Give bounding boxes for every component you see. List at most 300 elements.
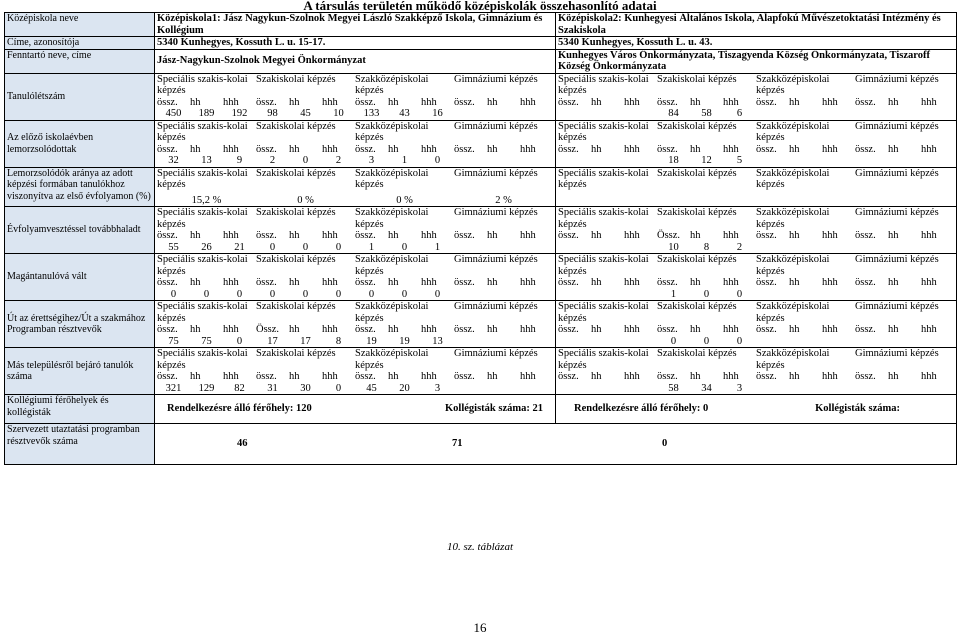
sub-header: hhh: [723, 143, 739, 155]
type-header: Speciális szakis-kolai képzés: [157, 207, 248, 230]
sub-header: hhh: [624, 96, 640, 108]
sub-header: hhh: [822, 96, 838, 108]
type-headers: [558, 121, 954, 144]
sub-header: hh: [289, 277, 300, 288]
value-cell: [487, 155, 520, 167]
type-header: Gimnáziumi képzés: [454, 207, 538, 218]
value-cell: 0: [434, 155, 441, 166]
value-cell: 1: [401, 155, 408, 166]
sub-header: össz.: [756, 324, 777, 335]
sub-header: hhh: [223, 230, 239, 241]
value-cell: 26: [201, 241, 212, 253]
value-cell: [624, 289, 657, 301]
school1-commuters-cell: [155, 348, 556, 395]
value-cell: [921, 383, 954, 395]
values: [558, 242, 954, 254]
sub-header: össz.: [756, 143, 777, 155]
sub-header: hhh: [223, 371, 239, 382]
type-headers: [157, 348, 553, 371]
sub-header: hhh: [624, 371, 640, 382]
value-cell: [822, 289, 855, 301]
sub-header: össz.: [256, 277, 277, 288]
value-cell: [789, 383, 822, 395]
value-cell: 0: [434, 288, 441, 300]
sub-headers: [558, 97, 954, 109]
sub-header: össz.: [558, 230, 579, 241]
sub-header: Össz.: [657, 230, 681, 241]
type-header: Szakközépiskolai képzés: [756, 254, 830, 277]
sub-header: össz.: [355, 324, 376, 335]
type-header: Speciális szakis-kolai képzés: [157, 301, 248, 324]
sub-header: hhh: [421, 277, 437, 288]
type-header: Speciális szakis-kolai képzés: [157, 348, 248, 371]
sub-header: össz.: [855, 143, 876, 155]
sub-header: hhh: [421, 324, 437, 335]
value-cell: 13: [201, 155, 212, 166]
value-cell: [487, 336, 520, 348]
sub-header: össz.: [256, 143, 277, 155]
sub-headers: [157, 371, 553, 383]
sub-header: hhh: [624, 143, 640, 155]
sub-header: össz.: [558, 143, 579, 155]
value-cell: 12: [701, 155, 712, 166]
school2-repeaters-cell: [556, 207, 957, 254]
sub-header: hhh: [223, 143, 239, 155]
type-header: Gimnáziumi képzés: [855, 348, 939, 359]
value-cell: [921, 242, 954, 254]
value-cell: 18: [668, 155, 679, 166]
type-header: Szakiskolai képzés: [657, 348, 737, 359]
type-header: Szakiskolai képzés: [657, 301, 737, 312]
sub-header: össz.: [157, 230, 178, 241]
value-cell: [520, 383, 553, 395]
value-cell: 0: [736, 288, 743, 300]
value-cell: 0: [302, 288, 309, 300]
type-header: Szakiskolai képzés: [256, 254, 336, 265]
values: [157, 108, 553, 120]
sub-header: hhh: [322, 277, 338, 288]
school2-name: Középiskola2: Kunhegyesi Általános Iskola, Alapfokú Művészetoktatási Intézmény és Szakiskola: [556, 13, 957, 37]
value-cell: [822, 108, 855, 120]
sub-header: hh: [388, 277, 399, 288]
value-cell: [624, 336, 657, 348]
value-cell: 10: [668, 241, 679, 253]
type-header: Szakiskolai képzés: [657, 254, 737, 265]
type-header: Gimnáziumi képzés: [855, 120, 939, 132]
values: [558, 155, 954, 167]
type-header: Szakiskolai képzés: [256, 73, 336, 85]
value-cell: [487, 242, 520, 254]
school2-dorm-count: Kollégisták száma:: [815, 403, 900, 415]
values: [157, 383, 553, 395]
school1-owner: Jász-Nagykun-Szolnok Megyei Önkormányzat: [155, 49, 556, 73]
type-header: Gimnáziumi képzés: [454, 301, 538, 312]
school1-dropouts-cell: [155, 120, 556, 167]
type-header: Gimnáziumi képzés: [855, 254, 939, 265]
value-cell: 82: [234, 382, 245, 394]
value-cell: 0: [203, 288, 210, 300]
value-cell: [888, 155, 921, 167]
value-cell: [520, 336, 553, 348]
sub-header: hh: [190, 230, 201, 241]
sub-header: hh: [190, 143, 201, 155]
sub-header: hh: [289, 96, 300, 108]
type-header: Gimnáziumi képzés: [454, 120, 538, 132]
value-cell: [520, 108, 553, 120]
sub-header: össz.: [657, 371, 678, 382]
label-owner: Fenntartó neve, címe: [5, 49, 155, 73]
value-cell: [454, 242, 487, 254]
sub-header: hh: [888, 277, 899, 288]
type-header: Speciális szakis-kolai képzés: [558, 207, 649, 230]
sub-header: össz.: [756, 277, 777, 288]
value-cell: 31: [267, 382, 278, 394]
sub-header: hh: [591, 371, 602, 382]
sub-header: hh: [388, 96, 399, 108]
value-cell: [591, 336, 624, 348]
value-cell: 1: [368, 241, 375, 253]
page-title: A társulás területén működő középiskolák összehasonlító adatai: [303, 0, 657, 13]
sub-header: össz.: [756, 96, 777, 108]
value-cell: [789, 242, 822, 254]
school1-path-cell: [155, 301, 556, 348]
sub-header: hh: [888, 230, 899, 241]
value-cell: [789, 155, 822, 167]
sub-header: hhh: [921, 277, 937, 288]
type-header: Speciális szakis-kolai képzés: [157, 73, 248, 96]
sub-header: össz.: [454, 371, 475, 382]
sub-header: hhh: [421, 371, 437, 382]
value-cell: [624, 155, 657, 167]
value-cell: [756, 336, 789, 348]
values: [157, 242, 553, 254]
value-cell: 32: [168, 155, 179, 166]
type-header: Speciális szakis-kolai képzés: [558, 348, 649, 371]
value-cell: 2: [335, 155, 342, 166]
sub-header: hhh: [921, 371, 937, 382]
value-cell: [487, 383, 520, 395]
type-headers: [157, 207, 553, 230]
value-cell: 45: [300, 108, 311, 119]
type-header: Speciális szakis-kolai képzés: [558, 254, 649, 277]
label-transport: Szervezett utaztatási programban résztvevők száma: [5, 424, 155, 465]
sub-header: hh: [591, 230, 602, 241]
value-cell: 17: [300, 335, 311, 347]
sub-header: össz.: [454, 277, 475, 288]
value-cell: 5: [736, 155, 743, 166]
label-repeaters: Évfolyamvesztéssel továbbhaladt: [5, 207, 155, 254]
sub-header: hhh: [624, 230, 640, 241]
value-cell: 43: [399, 108, 410, 119]
values: [558, 336, 954, 348]
school1-rate-cell: [155, 167, 556, 207]
sub-header: hh: [190, 96, 201, 108]
sub-headers: [558, 144, 954, 156]
type-header: Speciális szakis-kolai képzés: [157, 167, 248, 190]
value-cell: [624, 383, 657, 395]
type-header: Gimnáziumi képzés: [855, 167, 939, 179]
value-cell: [789, 289, 822, 301]
value-cell: [454, 108, 487, 120]
sub-header: hh: [388, 143, 399, 155]
schools-table: [4, 12, 957, 465]
type-header: Szakközépiskolai képzés: [355, 254, 429, 277]
sub-header: hhh: [822, 371, 838, 382]
value-cell: 13: [432, 335, 443, 347]
sub-header: hhh: [921, 143, 937, 155]
sub-header: össz.: [855, 96, 876, 108]
value-cell: 0: [670, 335, 677, 347]
sub-header: össz.: [855, 230, 876, 241]
sub-header: össz.: [657, 143, 678, 155]
sub-header: hh: [388, 324, 399, 335]
sub-header: hhh: [723, 96, 739, 108]
value-cell: [789, 108, 822, 120]
value-cell: 0: [236, 288, 243, 300]
type-header: Speciális szakis-kolai képzés: [558, 301, 649, 324]
sub-header: hh: [690, 324, 701, 335]
sub-header: hh: [690, 143, 701, 155]
school1-dorm-cell: [155, 395, 556, 424]
type-header: Szakiskolai képzés: [657, 120, 737, 132]
value-cell: 98: [267, 108, 278, 119]
type-header: Speciális szakis-kolai képzés: [558, 167, 649, 190]
sub-header: hh: [789, 371, 800, 382]
type-header: Szakiskolai képzés: [256, 120, 336, 132]
value-cell: 58: [668, 382, 679, 394]
type-header: Szakközépiskolai képzés: [355, 167, 429, 190]
value-cell: 75: [201, 335, 212, 347]
value-cell: 0: [302, 155, 309, 166]
sub-header: össz.: [157, 96, 178, 108]
value-cell: 55: [168, 241, 179, 253]
rate-cell: 0 %: [297, 194, 314, 206]
value-cell: 20: [399, 382, 410, 394]
sub-header: hh: [789, 277, 800, 288]
value-cell: 8: [335, 335, 342, 347]
sub-headers: [157, 324, 553, 336]
sub-header: hhh: [322, 143, 338, 155]
type-header: Szakiskolai képzés: [256, 167, 336, 179]
value-cell: 16: [432, 108, 443, 119]
sub-header: Össz.: [256, 324, 280, 335]
sub-header: hh: [289, 371, 300, 382]
value-cell: [624, 108, 657, 120]
value-cell: [789, 336, 822, 348]
sub-headers: [157, 97, 553, 109]
label-address: Címe, azonosítója: [5, 37, 155, 50]
type-headers: [157, 254, 553, 277]
sub-header: hh: [487, 96, 498, 108]
sub-header: hhh: [322, 96, 338, 108]
table-caption: 10. sz. táblázat: [446, 541, 513, 553]
value-cell: 3: [368, 155, 375, 166]
sub-header: össz.: [454, 143, 475, 155]
rate-cell: 15,2 %: [191, 194, 222, 206]
sub-header: hh: [789, 143, 800, 155]
sub-header: hh: [487, 230, 498, 241]
sub-header: hhh: [921, 324, 937, 335]
sub-header: hh: [888, 143, 899, 155]
sub-header: hh: [487, 324, 498, 335]
type-headers: [558, 254, 954, 277]
value-cell: [520, 289, 553, 301]
sub-header: hh: [789, 96, 800, 108]
sub-header: össz.: [256, 371, 277, 382]
label-dropouts: Az előző iskolaévben lemorzsolódottak: [5, 120, 155, 167]
value-cell: 75: [168, 335, 179, 347]
type-header: Speciális szakis-kolai képzés: [157, 254, 248, 277]
value-cell: 3: [736, 382, 743, 394]
sub-header: hh: [690, 96, 701, 108]
type-header: Szakközépiskolai képzés: [355, 207, 429, 230]
sub-headers: [558, 277, 954, 289]
sub-header: hhh: [520, 371, 536, 382]
type-header: Szakközépiskolai képzés: [756, 301, 830, 324]
value-cell: [756, 155, 789, 167]
sub-header: hh: [888, 371, 899, 382]
sub-header: hhh: [421, 143, 437, 155]
transport-value-2: 71: [452, 438, 463, 450]
value-cell: [855, 242, 888, 254]
value-cell: [888, 108, 921, 120]
value-cell: [822, 383, 855, 395]
sub-header: hhh: [921, 96, 937, 108]
value-cell: [558, 336, 591, 348]
sub-header: hhh: [624, 324, 640, 335]
type-header: Szakiskolai képzés: [256, 207, 336, 218]
value-cell: 21: [234, 241, 245, 253]
value-cell: 0: [335, 382, 342, 394]
value-cell: 0: [736, 335, 743, 347]
value-cell: [921, 108, 954, 120]
school2-dorm-places: Rendelkezésre álló férőhely: 0: [574, 403, 709, 415]
value-cell: [591, 383, 624, 395]
sub-header: hh: [591, 324, 602, 335]
sub-header: hhh: [723, 277, 739, 288]
sub-header: hhh: [520, 277, 536, 288]
value-cell: 321: [165, 382, 182, 394]
sub-header: hh: [487, 143, 498, 155]
type-header: Gimnáziumi képzés: [855, 301, 939, 312]
sub-header: hhh: [822, 143, 838, 155]
page-number: 16: [473, 620, 487, 635]
type-headers: [558, 168, 954, 191]
sub-header: össz.: [454, 324, 475, 335]
label-students: Tanulólétszám: [5, 73, 155, 120]
sub-header: hh: [289, 324, 300, 335]
sub-header: hhh: [921, 230, 937, 241]
type-header: Szakiskolai képzés: [657, 73, 737, 85]
school2-owner: Kunhegyes Város Önkormányzata, Tiszagyenda Község Önkormányzata, Tiszaroff Község Önkormányzata: [556, 49, 957, 73]
sub-header: össz.: [756, 371, 777, 382]
sub-header: össz.: [157, 277, 178, 288]
value-cell: 0: [335, 288, 342, 300]
sub-headers: [558, 324, 954, 336]
value-cell: 6: [736, 108, 743, 119]
type-headers: [157, 121, 553, 144]
sub-header: össz.: [256, 96, 277, 108]
sub-header: hhh: [822, 230, 838, 241]
type-header: Gimnáziumi képzés: [855, 207, 939, 218]
sub-header: hhh: [520, 230, 536, 241]
values: [157, 289, 553, 301]
sub-header: hhh: [223, 96, 239, 108]
value-cell: 2: [736, 241, 743, 253]
sub-header: össz.: [657, 96, 678, 108]
sub-header: össz.: [157, 143, 178, 155]
value-cell: 129: [198, 382, 215, 394]
school2-dropouts-cell: [556, 120, 957, 167]
type-header: Gimnáziumi képzés: [454, 167, 538, 179]
value-cell: 192: [231, 108, 248, 119]
value-cell: 189: [198, 108, 215, 119]
value-cell: 0: [236, 335, 243, 347]
sub-header: hh: [190, 371, 201, 382]
value-cell: [756, 383, 789, 395]
value-cell: 0: [269, 241, 276, 253]
type-header: Speciális szakis-kolai képzés: [157, 120, 248, 143]
school1-dorm-places: Rendelkezésre álló férőhely: 120: [167, 403, 312, 415]
sub-header: hhh: [223, 277, 239, 288]
sub-header: hhh: [723, 230, 739, 241]
value-cell: 1: [434, 241, 441, 253]
sub-header: hh: [690, 371, 701, 382]
sub-headers: [157, 230, 553, 242]
value-cell: 0: [302, 241, 309, 253]
value-cell: [558, 242, 591, 254]
school2-rate-cell: [556, 167, 957, 207]
type-headers: [558, 301, 954, 324]
sub-header: hh: [388, 230, 399, 241]
value-cell: 0: [269, 288, 276, 300]
type-headers: [558, 348, 954, 371]
value-cell: 0: [335, 241, 342, 253]
type-header: Speciális szakis-kolai képzés: [558, 73, 649, 96]
rate-values: [157, 195, 553, 207]
transport-value-1: 46: [237, 438, 248, 450]
value-cell: [921, 155, 954, 167]
sub-header: hhh: [624, 277, 640, 288]
type-headers: [157, 168, 553, 191]
value-cell: 0: [170, 288, 177, 300]
value-cell: [454, 155, 487, 167]
sub-header: össz.: [756, 230, 777, 241]
sub-header: össz.: [355, 143, 376, 155]
sub-header: hh: [789, 324, 800, 335]
sub-header: hh: [888, 96, 899, 108]
sub-header: össz.: [355, 371, 376, 382]
value-cell: [591, 108, 624, 120]
school2-students-cell: [556, 73, 957, 120]
value-cell: 10: [333, 108, 344, 119]
sub-header: össz.: [558, 96, 579, 108]
sub-header: össz.: [855, 277, 876, 288]
sub-headers: [157, 277, 553, 289]
value-cell: 8: [703, 241, 710, 253]
value-cell: [558, 155, 591, 167]
sub-header: hh: [487, 371, 498, 382]
value-cell: 17: [267, 335, 278, 347]
value-cell: 84: [668, 108, 679, 119]
label-dropout-rate: Lemorzsolódók aránya az adott képzési formában tanulókhoz viszonyítva az első évfolyamon (%): [5, 167, 155, 207]
sub-header: össz.: [657, 277, 678, 288]
sub-header: hhh: [322, 324, 338, 335]
value-cell: 45: [366, 382, 377, 394]
type-headers: [157, 301, 553, 324]
sub-header: össz.: [855, 324, 876, 335]
type-header: Szakközépiskolai képzés: [355, 120, 429, 143]
